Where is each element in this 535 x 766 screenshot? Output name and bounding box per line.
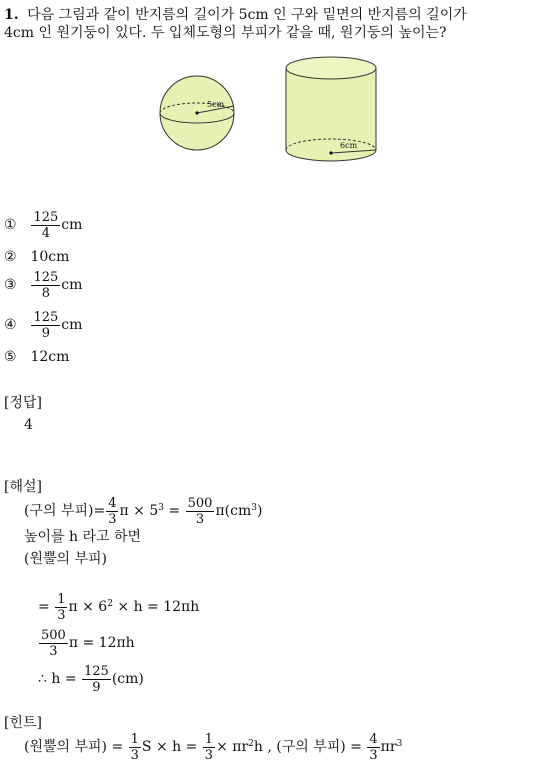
choice-2-text: 10cm [30, 249, 70, 265]
choice-1-fraction: $\frac{125}{4}$ [33, 209, 59, 241]
choice-4 [4, 308, 82, 342]
choice-1-unit: cm [61, 217, 83, 233]
choice-5 [4, 348, 69, 366]
hint-formula: (원뿔의 부피) = $\frac{1}{3}$ S × h = $\frac{1}{3}$ × $\pi r^2h$ , (구의 부피) = $\frac{4}{3}$ $\pi r^3$ [24, 731, 403, 763]
choice-1-mark: ① [4, 217, 17, 233]
question-number: 1. [4, 7, 19, 23]
sphere-radius-label: 5cm [207, 100, 225, 109]
sphere-result-fraction: $\frac{500}{3}$ [187, 495, 213, 527]
choice-4-fraction: $\frac{125}{9}$ [33, 309, 59, 341]
choice-3-fraction: $\frac{125}{8}$ [33, 269, 59, 301]
question-line-2: 4cm 인 원기둥이 있다. 두 입체도형의 부피가 같을 때, 원기둥의 높이는? [4, 25, 447, 41]
figure [150, 50, 390, 180]
question-text [4, 6, 467, 24]
choice-5-mark: ⑤ [4, 349, 17, 365]
answer-value: 4 [24, 417, 33, 433]
sphere-figure [160, 76, 234, 150]
explanation-eq-2: $\frac{500}{3}$ π = 12πh [41, 627, 135, 659]
explanation-cone-label: (원뿔의 부피) [24, 551, 107, 567]
explanation-sphere-volume: (구의 부피)= $\frac{4}{3}$ $\pi \times 5^3$ = $\frac{500}{3}$ $\pi(cm^3)$ [24, 495, 263, 527]
choice-2 [4, 248, 69, 266]
question-line-1: 다음 그림과 같이 반지름의 길이가 5cm 인 구와 밑면의 반지름의 길이가 [27, 7, 467, 23]
explanation-eq-1: = $\frac{1}{3}$ $\pi \times 6^2 \times h = 12\pi h$ [38, 591, 200, 623]
sphere-fraction: $\frac{4}{3}$ [108, 495, 117, 527]
choice-5-text: 12cm [30, 349, 70, 365]
cylinder-radius-label: 6cm [340, 141, 358, 150]
choice-4-mark: ④ [4, 317, 17, 333]
choice-4-unit: cm [61, 317, 83, 333]
choice-2-mark: ② [4, 249, 17, 265]
explanation-height-line: 높이를 h 라고 하면 [24, 529, 142, 545]
choice-3-unit: cm [61, 277, 83, 293]
explanation-eq-3: ∴ h = $\frac{125}{9}$ (cm) [38, 663, 144, 695]
cylinder-figure [286, 57, 376, 161]
hint-heading: [힌트] [4, 715, 42, 731]
choice-1 [4, 208, 82, 242]
answer-heading: [정답] [4, 395, 42, 411]
choice-3 [4, 268, 82, 302]
choice-3-mark: ③ [4, 277, 17, 293]
explanation-heading: [해설] [4, 479, 42, 495]
